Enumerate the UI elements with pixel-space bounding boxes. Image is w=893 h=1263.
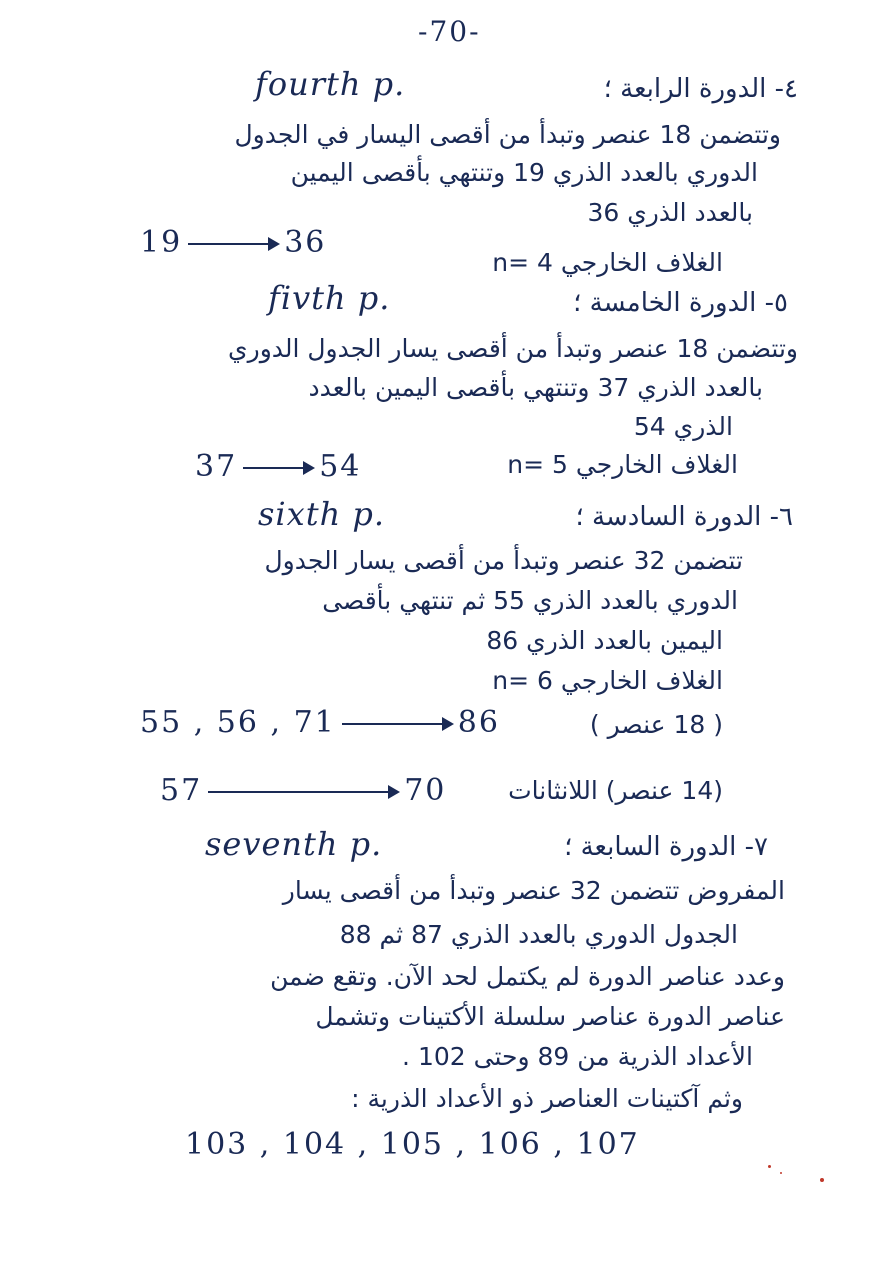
ink-speck [780,1172,782,1174]
sixth-line-2: الدوري بالعدد الذري 55 ثم تنتهي بأقصى [322,586,738,615]
seventh-line-3: وعدد عناصر الدورة لم يكتمل لحد الآن. وتقع ضمن [270,962,785,991]
sixth-row-1 [140,705,500,740]
fourth-line-1: وتتضمن 18 عنصر وتبدأ من أقصى اليسار في الجدول [234,120,781,149]
sixth-shell: الغلاف الخارجي n= 6 [492,666,723,695]
fifth-range-to: 54 [319,449,362,484]
seventh-line-6: وثم آكتينات العناصر ذو الأعداد الذرية : [351,1084,743,1113]
fourth-period-heading: ٤- الدورة الرابعة ؛ [603,74,798,104]
sixth-line-1: تتضمن 32 عنصر وتبدأ من أقصى يسار الجدول [264,546,743,575]
fifth-period-label: fivth p. [268,279,391,317]
fifth-range [195,449,362,484]
fourth-shell: الغلاف الخارجي n= 4 [492,248,723,277]
seventh-line-1: المفروض تتضمن 32 عنصر وتبدأ من أقصى يسار [282,876,785,905]
seventh-line-5: الأعداد الذرية من 89 وحتى 102 . [402,1042,753,1071]
seventh-line-2: الجدول الدوري بالعدد الذري 87 ثم 88 [339,920,738,949]
sixth-row-2 [160,773,447,808]
sixth-row-2-note: (14 عنصر) اللانثانات [508,776,723,805]
seventh-period-label: seventh p. [205,825,383,863]
ink-speck [820,1178,824,1182]
fifth-shell: الغلاف الخارجي n= 5 [507,450,738,479]
sixth-row-2-left: 57 [160,773,203,808]
fourth-range-to: 36 [284,225,327,260]
fourth-line-2: الدوري بالعدد الذري 19 وتنتهي بأقصى اليمين [290,158,758,187]
fourth-period-label: fourth p. [255,65,406,103]
fifth-period-heading: ٥- الدورة الخامسة ؛ [573,288,788,318]
arrow-icon [188,243,278,245]
seventh-period-heading: ٧- الدورة السابعة ؛ [564,832,768,862]
sixth-row-2-right: 70 [404,773,447,808]
seventh-final-numbers: 103 , 104 , 105 , 106 , 107 [185,1127,640,1162]
fifth-range-from: 37 [195,449,238,484]
fourth-line-3: بالعدد الذري 36 [587,198,753,227]
fifth-line-1: وتتضمن 18 عنصر وتبدأ من أقصى يسار الجدول الدوري [228,334,798,363]
sixth-row-1-note: ( 18 عنصر ) [589,710,723,739]
fifth-line-3: الذري 54 [633,412,733,441]
sixth-row-1-right: 86 [457,705,500,740]
fourth-range-from: 19 [140,225,183,260]
seventh-line-4: عناصر الدورة عناصر سلسلة الأكتينات وتشمل [315,1002,785,1031]
arrow-icon [243,467,313,469]
fifth-line-2: بالعدد الذري 37 وتنتهي بأقصى اليمين بالعدد [308,373,763,402]
ink-speck [768,1165,771,1168]
sixth-period-label: sixth p. [258,495,385,533]
sixth-period-heading: ٦- الدورة السادسة ؛ [575,502,793,532]
arrow-icon [208,791,398,793]
page-number: -70- [418,15,481,48]
fourth-range [140,225,327,260]
arrow-icon [342,723,452,725]
sixth-row-1-left: 55 , 56 , 71 [140,705,336,740]
sixth-line-3: اليمين بالعدد الذري 86 [486,626,723,655]
